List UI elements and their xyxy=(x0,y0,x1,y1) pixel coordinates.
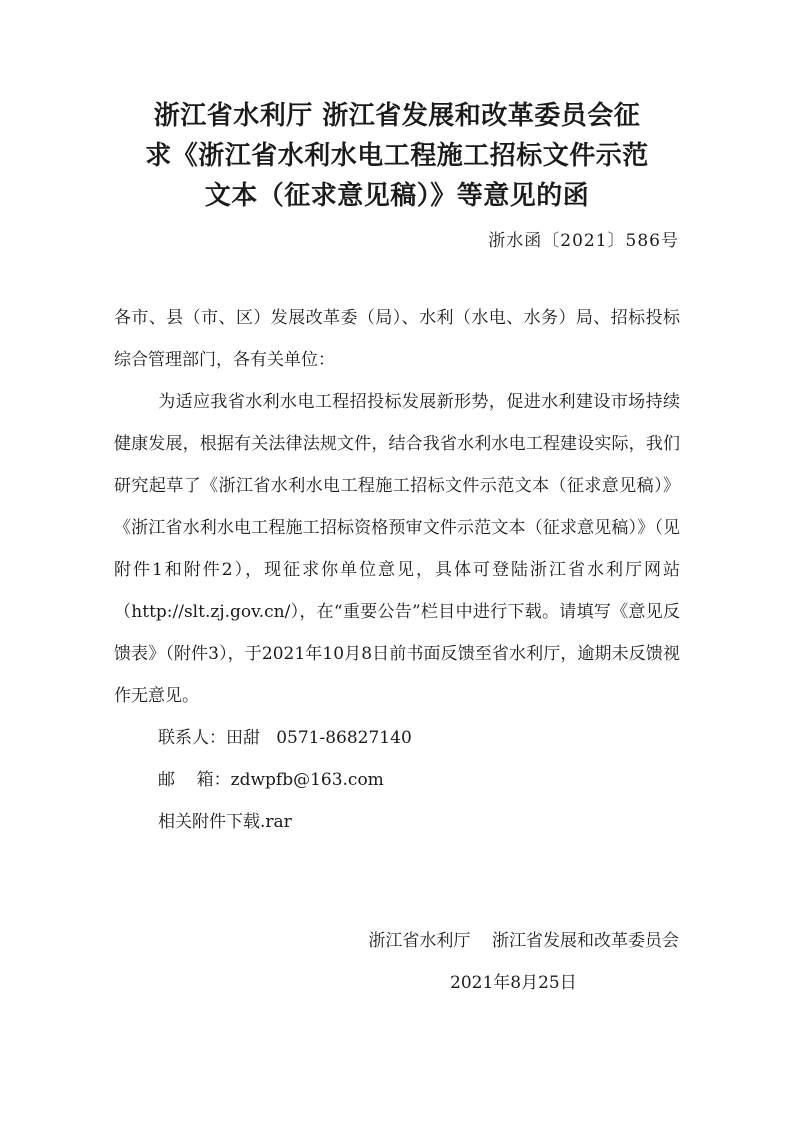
title-line-1: 浙江省水利厅 浙江省发展和改革委员会征 xyxy=(153,101,641,131)
document-body xyxy=(114,297,680,843)
document-date: 2021年8月25日 xyxy=(450,973,577,993)
signatories: 浙江省水利厅 浙江省发展和改革委员会 xyxy=(368,931,679,951)
email-address[interactable]: zdwpfb@163.com xyxy=(230,770,384,790)
attachment-line xyxy=(114,801,680,843)
document-title xyxy=(112,96,682,216)
main-paragraph: 为适应我省水利水电工程招投标发展新形势，促进水利建设市场持续健康发展，根据有关法律法规文件，结合我省水利水电工程建设实际，我们研究起草了《浙江省水利水电工程施工招标文件示范文本（征求意见稿）》《浙江省水利水电工程施工招标资格预审文件示范文本（征求意见稿）》（见附件1和附件2），现征求你单位意见，具体可登陆浙江省水利厅网站（http://slt.zj.gov.cn/），在“重要公告”栏目中进行下载。请填写《意见反馈表》（附件3），于2021年10月8日前书面反馈至省水利厅，逾期未反馈视作无意见。 xyxy=(114,392,680,706)
email-label: 邮 箱： xyxy=(158,770,231,790)
contact-phone: 0571-86827140 xyxy=(276,728,412,748)
document-number: 浙水函〔2021〕586号 xyxy=(488,231,679,251)
title-line-3: 文本（征求意见稿）》等意见的函 xyxy=(204,181,590,211)
contact-name: 田甜 xyxy=(226,728,260,748)
salutation: 各市、县（市、区）发展改革委（局）、水利（水电、水务）局、招标投标综合管理部门，各有关单位： xyxy=(114,308,680,370)
contact-label: 联系人： xyxy=(158,728,226,748)
title-line-2: 求《浙江省水利水电工程施工招标文件示范 xyxy=(145,141,649,171)
attachment-download-link[interactable]: 相关附件下载.rar xyxy=(158,812,292,832)
contact-line xyxy=(114,717,680,759)
email-line xyxy=(114,759,680,801)
